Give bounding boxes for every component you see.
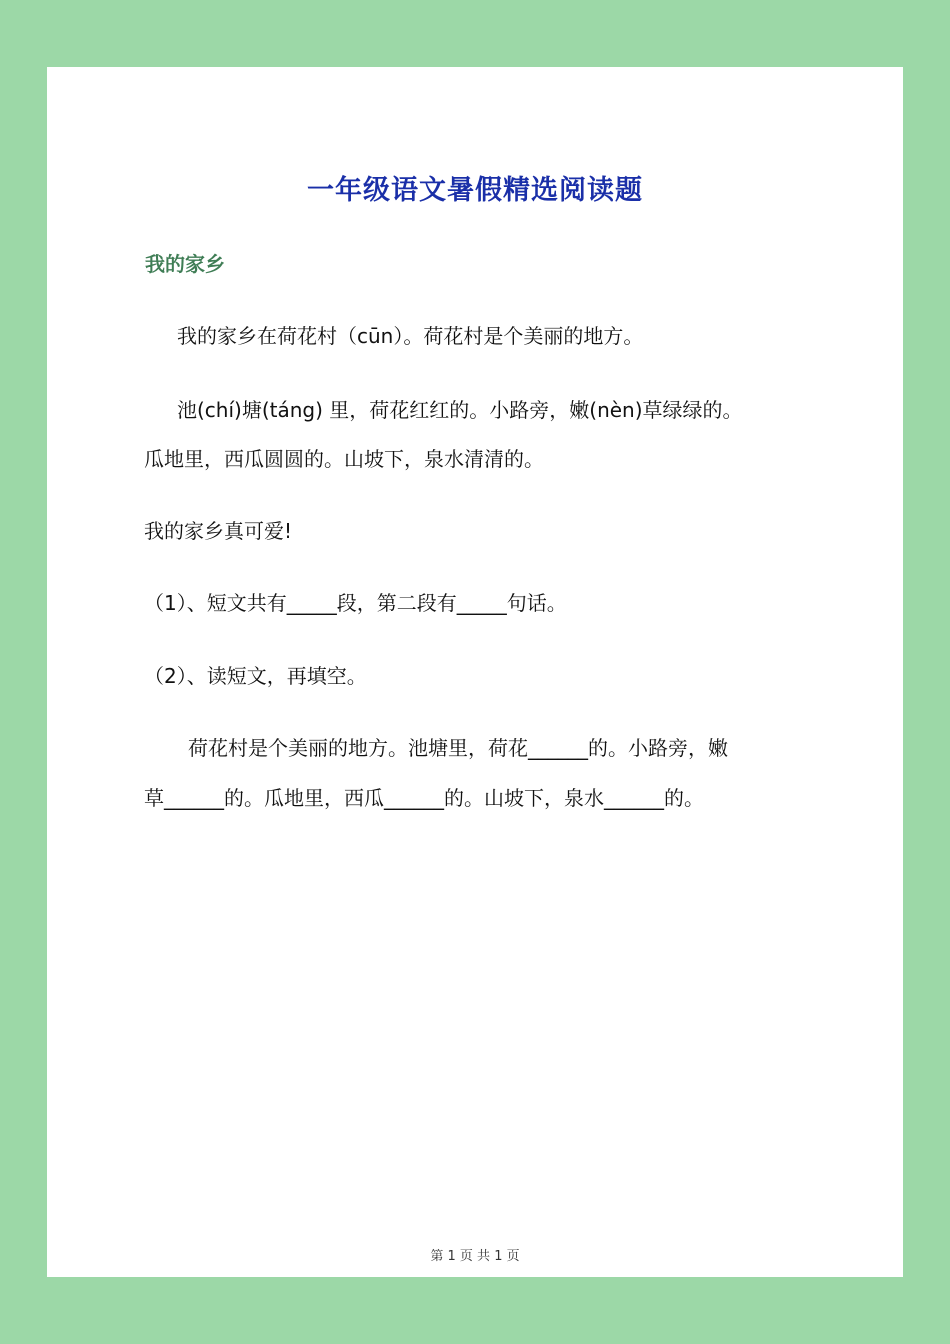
question-2-fill-line-2: 草______的。瓜地里，西瓜______的。山坡下，泉水______的。 xyxy=(144,786,704,810)
passage-paragraph-2-line-2: 瓜地里，西瓜圆圆的。山坡下，泉水清清的。 xyxy=(144,447,544,471)
passage-paragraph-1: 我的家乡在荷花村（cūn）。荷花村是个美丽的地方。 xyxy=(177,324,644,348)
question-2-fill-line-1: 荷花村是个美丽的地方。池塘里，荷花______的。小路旁，嫩 xyxy=(188,736,728,760)
page-number-footer: 第 1 页 共 1 页 xyxy=(430,1249,520,1264)
page-title: 一年级语文暑假精选阅读题 xyxy=(307,175,643,206)
worksheet-page xyxy=(47,67,903,1277)
passage-paragraph-3: 我的家乡真可爱! xyxy=(144,519,293,543)
question-2: （2）、读短文，再填空。 xyxy=(144,664,367,688)
question-1: （1）、短文共有_____段，第二段有_____句话。 xyxy=(144,591,567,615)
passage-title: 我的家乡 xyxy=(145,252,225,276)
passage-paragraph-2-line-1: 池(chí)塘(táng) 里，荷花红红的。小路旁，嫩(nèn)草绿绿的。 xyxy=(177,398,743,422)
